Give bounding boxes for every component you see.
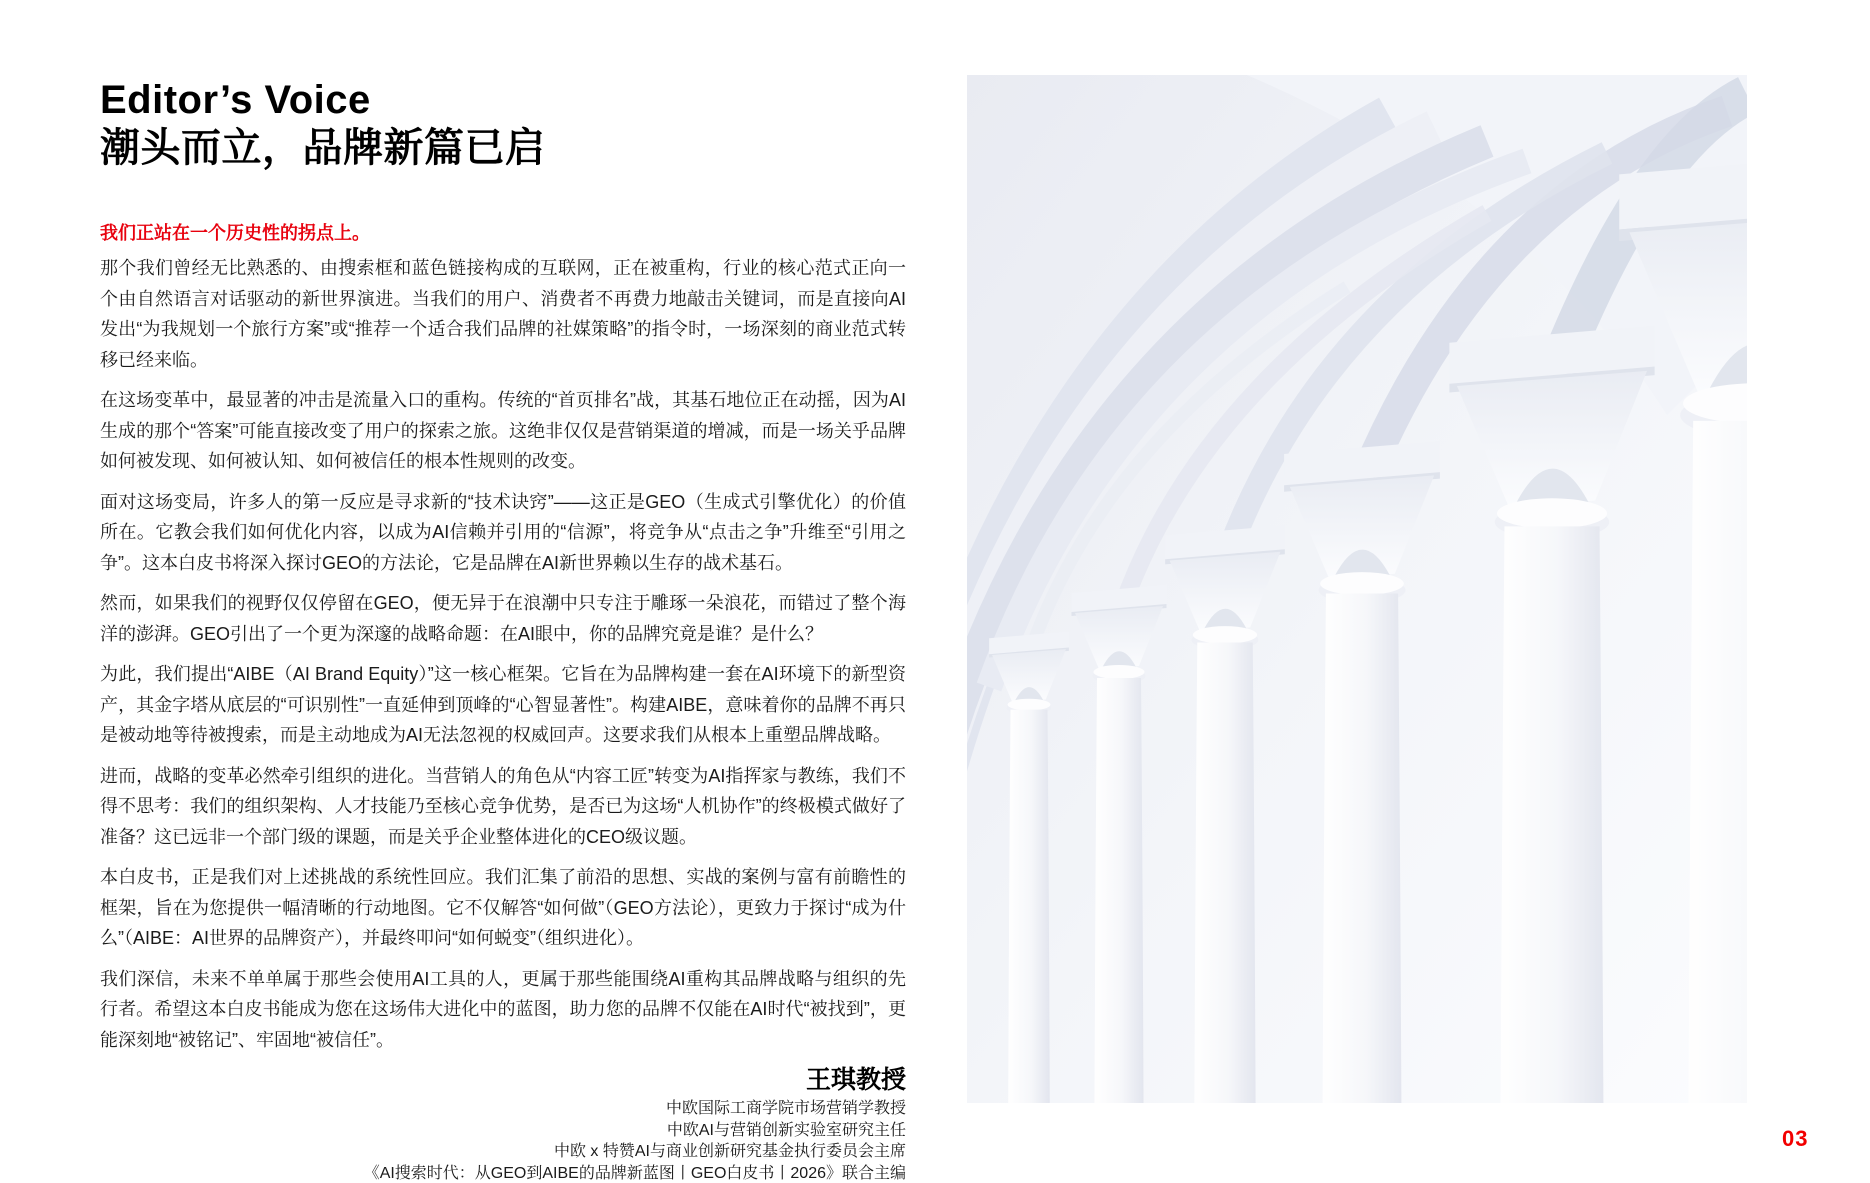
paragraph-2: 在这场变革中，最显著的冲击是流量入口的重构。传统的“首页排名”战，其基石地位正在动摇，因为AI生成的那个“答案”可能直接改变了用户的探索之旅。这绝非仅仅是营销渠道的增减，而是一场关乎品牌如何被发现、如何被认知、如何被信任的根本性规则的改变。 <box>100 390 906 471</box>
author-role-4: 《AI搜索时代：从GEO到AIBE的品牌新蓝图丨GEO白皮书丨2026》联合主编 <box>363 1164 906 1182</box>
author-role-1: 中欧国际工商学院市场营销学教授 <box>665 1100 906 1117</box>
signature-block <box>100 1065 906 1183</box>
paragraph-3: 面对这场变局，许多人的第一反应是寻求新的“技术诀窍”——这正是GEO（生成式引擎优化）的价值所在。它教会我们如何优化内容，以成为AI信赖并引用的“信源”，将竞争从“点击之争”升维至“引用之争”。这本白皮书将深入探讨GEO的方法论，它是品牌在AI新世界赖以生存的战术基石。 <box>100 491 906 573</box>
article-column <box>100 76 906 1183</box>
author-role-3: 中欧 x 特赞AI与商业创新研究基金执行委员会主席 <box>553 1143 906 1160</box>
paragraph-5: 为此，我们提出“AIBE（AI Brand Equity）”这一核心框架。它旨在为品牌构建一套在AI环境下的新型资产，其金字塔从底层的“可识别性”一直延伸到顶峰的“心智显著性”。构建AIBE，意味着你的品牌不再只是被动地等待被搜索，而是主动地成为AI无法忽视的权威回声。这要求我们从根本上重塑品牌战略。 <box>100 664 906 745</box>
author-name: 王琪教授 <box>805 1066 906 1094</box>
paragraph-1: 那个我们曾经无比熟悉的、由搜索框和蓝色链接构成的互联网，正在被重构，行业的核心范式正向一个由自然语言对话驱动的新世界演进。当我们的用户、消费者不再费力地敲击关键词，而是直接向AI发出“为我规划一个旅行方案”或“推荐一个适合我们品牌的社媒策略”的指令时，一场深刻的商业范式转移已经来临。 <box>100 258 906 370</box>
page-title <box>100 76 906 172</box>
paragraph-8: 我们深信，未来不单单属于那些会使用AI工具的人，更属于那些能围绕AI重构其品牌战略与组织的先行者。希望这本白皮书能成为您在这场伟大进化中的蓝图，助力您的品牌不仅能在AI时代“被找到”，更能深刻地“被铭记”、牢固地“被信任”。 <box>100 968 906 1050</box>
lead-sentence: 我们正站在一个历史性的拐点上。 <box>100 223 370 243</box>
columns-photo <box>967 75 1747 1103</box>
page-number: 03 <box>1782 1126 1809 1151</box>
page-title-zh: 潮头而立，品牌新篇已启 <box>100 126 546 170</box>
colonnade-illustration <box>967 75 1747 1103</box>
page-title-en: Editor’s Voice <box>100 78 371 122</box>
paragraph-6: 进而，战略的变革必然牵引组织的进化。当营销人的角色从“内容工匠”转变为AI指挥家与教练，我们不得不思考：我们的组织架构、人才技能乃至核心竞争优势，是否已为这场“人机协作”的终极模式做好了准备？这已远非一个部门级的课题，而是关乎企业整体进化的CEO级议题。 <box>100 765 906 847</box>
paragraph-4: 然而，如果我们的视野仅仅停留在GEO，便无异于在浪潮中只专注于雕琢一朵浪花，而错过了整个海洋的澎湃。GEO引出了一个更为深邃的战略命题：在AI眼中，你的品牌究竟是谁？是什么？ <box>100 593 906 644</box>
author-role-2: 中欧AI与营销创新实验室研究主任 <box>666 1121 906 1139</box>
paragraph-7: 本白皮书，正是我们对上述挑战的系统性回应。我们汇集了前沿的思想、实战的案例与富有前瞻性的框架，旨在为您提供一幅清晰的行动地图。它不仅解答“如何做”（GEO方法论），更致力于探讨“成为什么”（AIBE：AI世界的品牌资产），并最终叩问“如何蜕变”（组织进化）。 <box>100 867 906 948</box>
